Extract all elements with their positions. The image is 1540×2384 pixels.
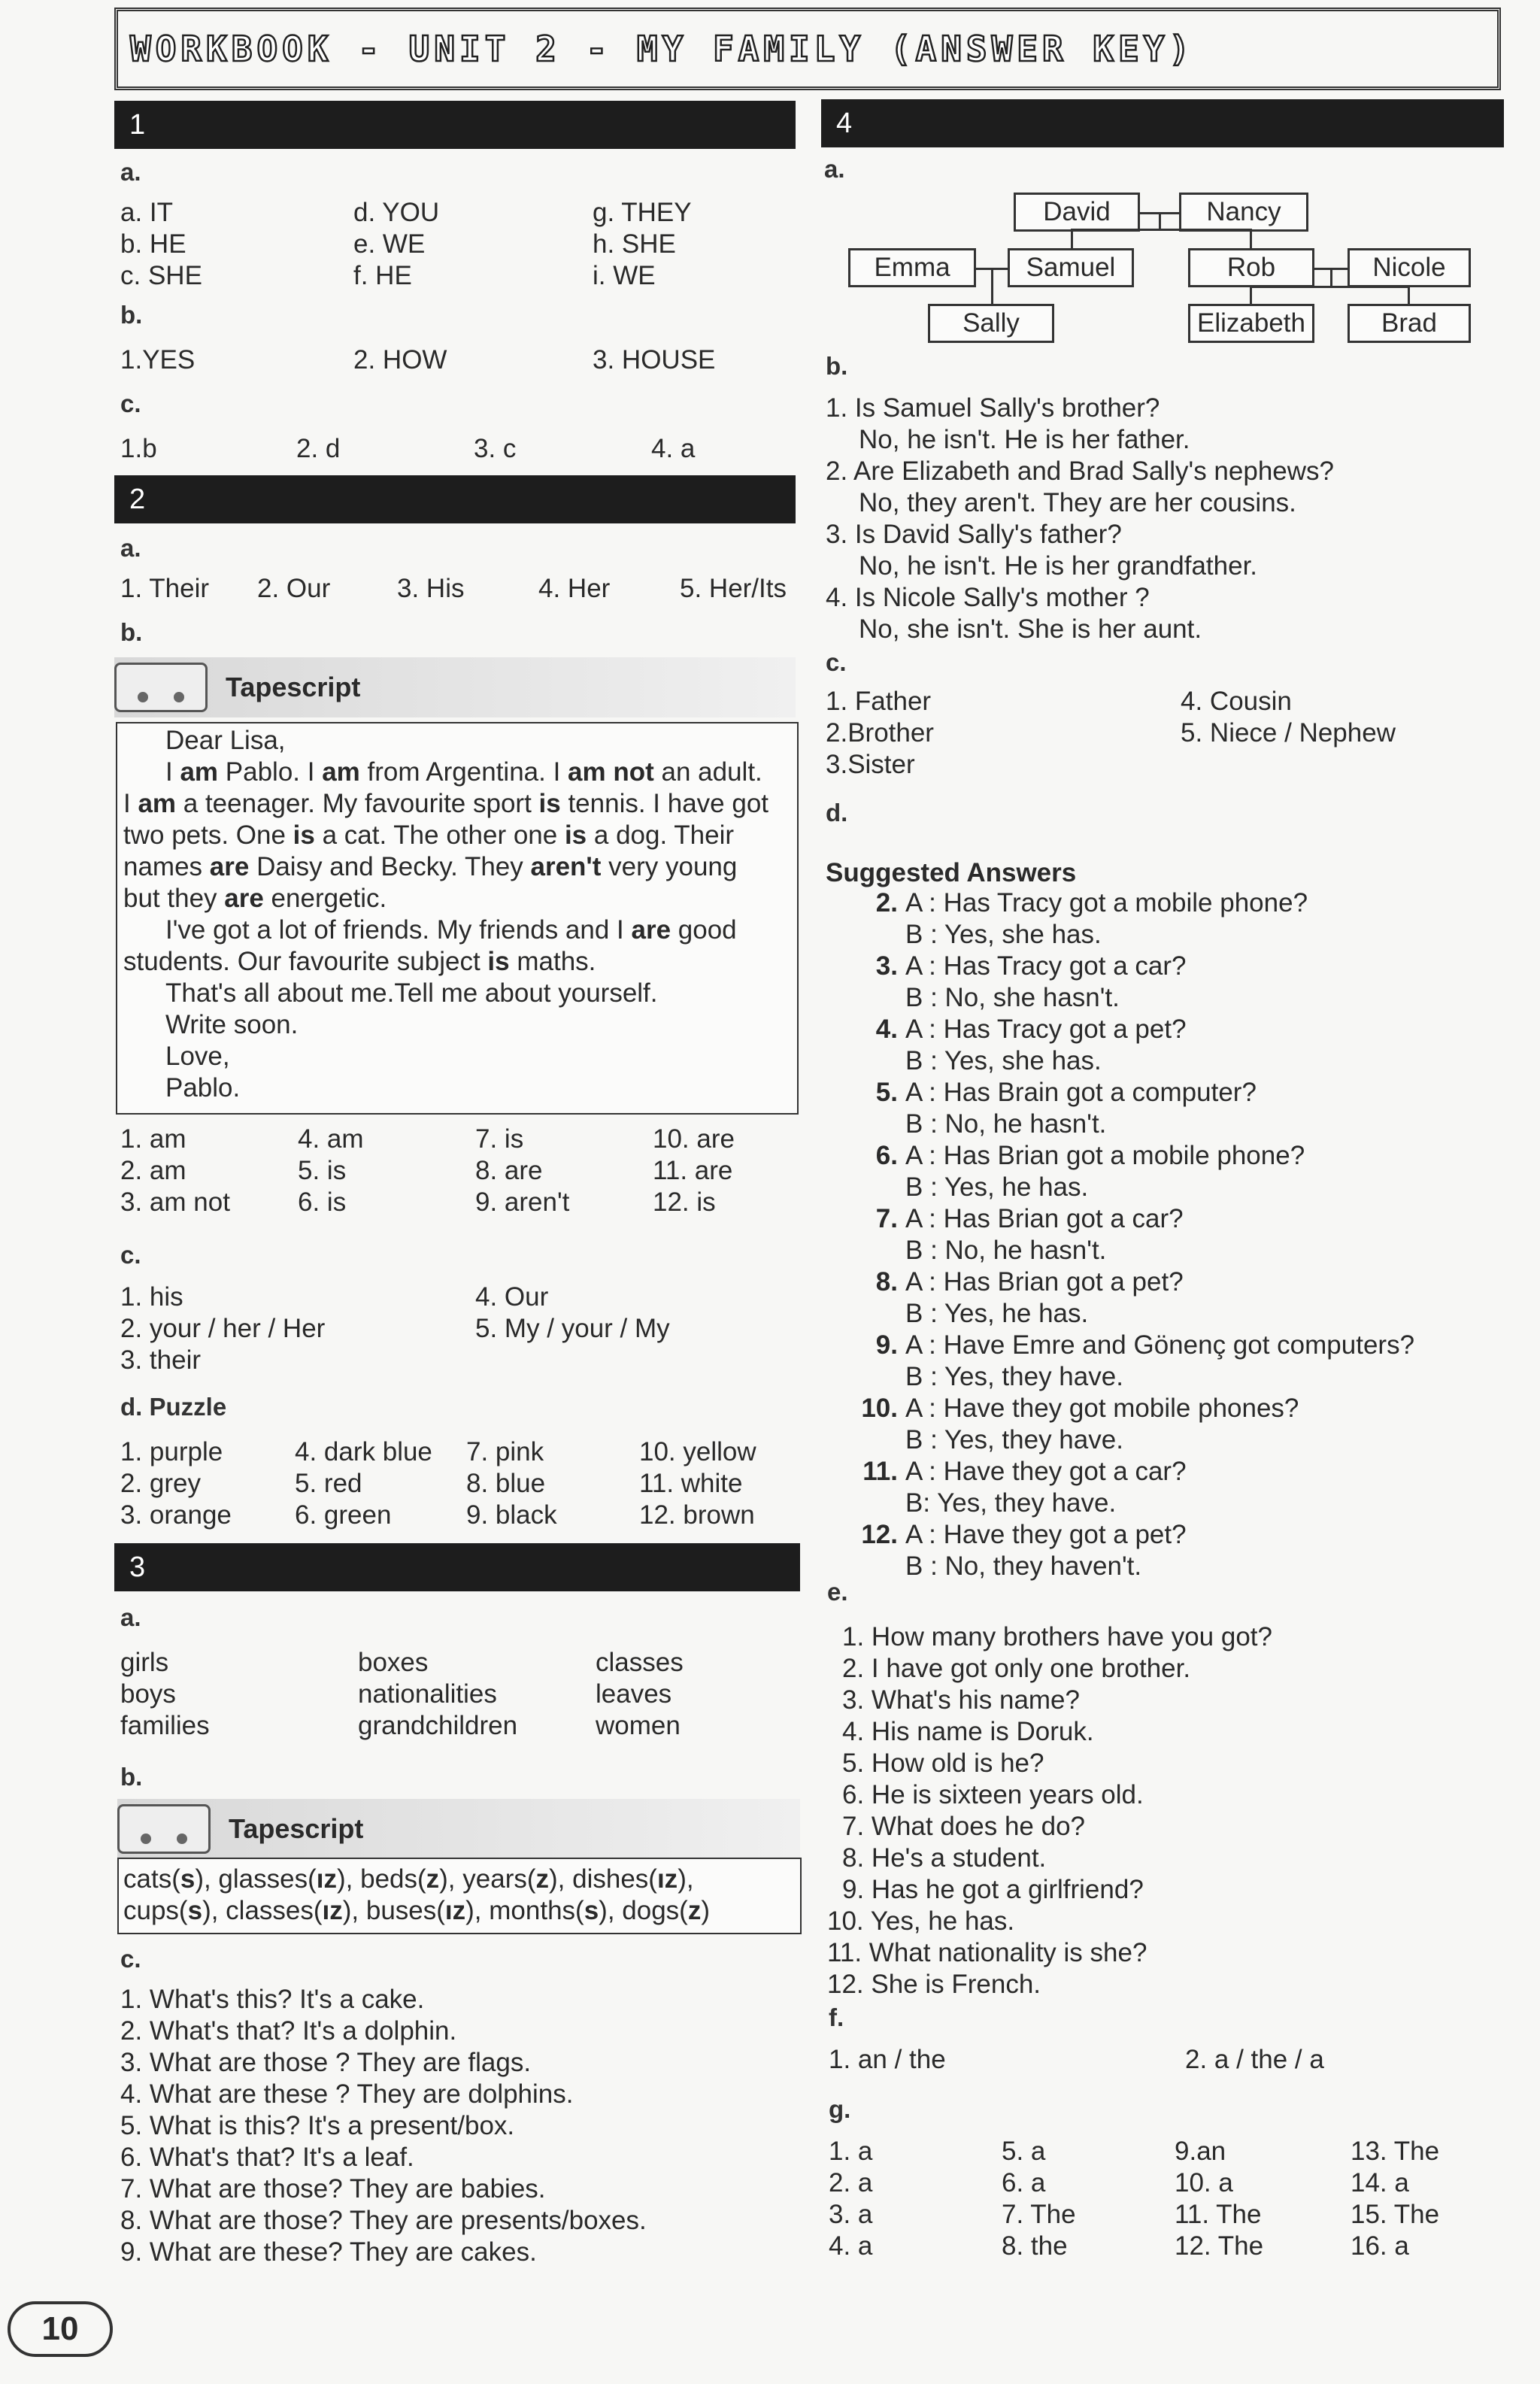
- answer: 16. a: [1351, 2231, 1409, 2261]
- answer: 2.Brother: [826, 718, 934, 748]
- s2-d-col1: [120, 1436, 232, 1531]
- tapescript-letter-box: [116, 722, 799, 1115]
- dialogue-line: 3. What's his name?: [842, 1685, 1080, 1715]
- answer: f. HE: [353, 261, 412, 290]
- answer: 4. Our: [475, 1282, 549, 1312]
- section-1-bar: [114, 101, 796, 149]
- answer: 5. red: [295, 1469, 362, 1498]
- letter-line: I've got a lot of friends. My friends and I are good: [165, 915, 737, 945]
- letter-line: but they are energetic.: [123, 884, 387, 913]
- s2-b-col2: [298, 1124, 364, 1218]
- dialog-answer: B : No, he hasn't.: [905, 1236, 1107, 1265]
- dialog-question: A : Have they got mobile phones?: [905, 1394, 1299, 1423]
- s2-d-col2: [295, 1436, 432, 1531]
- answer: a. IT: [120, 198, 174, 227]
- answer: 10. a: [1175, 2168, 1233, 2197]
- item-number: 8.: [875, 1267, 898, 1297]
- answer: 1. What's this? It's a cake.: [120, 1985, 425, 2014]
- s1-a-col1: [120, 197, 202, 292]
- dialog-line-a: [826, 1266, 1414, 1298]
- s2-b-col1: [120, 1124, 230, 1218]
- answer: nationalities: [358, 1679, 497, 1709]
- tree-david: David: [1014, 193, 1140, 232]
- dialogue-line: 9. Has he got a girlfriend?: [842, 1875, 1144, 1904]
- section-3-bar: [114, 1543, 800, 1591]
- s1-c-item2: 2. d: [296, 434, 341, 463]
- section-3-number: 3: [129, 1551, 146, 1583]
- answer: e. WE: [353, 229, 426, 259]
- dialog-answer: B : No, she hasn't.: [905, 983, 1120, 1012]
- answer: 10. yellow: [639, 1437, 756, 1466]
- dialog-answer: B : Yes, she has.: [905, 1046, 1102, 1075]
- dialog-line-a: [826, 1014, 1414, 1045]
- item-number: 11.: [862, 1457, 898, 1486]
- page-number: 10: [41, 2310, 79, 2347]
- answer: 1. Father: [826, 687, 932, 716]
- s4-a-label: a.: [824, 155, 845, 183]
- answer: 11. are: [653, 1156, 733, 1185]
- answer: 12. is: [653, 1187, 716, 1217]
- item-number: 6.: [875, 1141, 898, 1170]
- answer: 9. aren't: [475, 1187, 570, 1217]
- s4-e-list: [827, 1621, 1272, 2000]
- answer: 3. orange: [120, 1500, 232, 1530]
- tree-line: [1250, 286, 1252, 304]
- question: 3. Is David Sally's father?: [826, 520, 1122, 549]
- dialog-question: A : Has Brian got a mobile phone?: [905, 1141, 1305, 1170]
- item-number: 4.: [875, 1015, 898, 1044]
- question: 2. Are Elizabeth and Brad Sally's nephews?: [826, 456, 1334, 486]
- answer: 15. The: [1351, 2200, 1440, 2229]
- s3-c-label: c.: [120, 1945, 141, 1973]
- answer: 2. What's that? It's a dolphin.: [120, 2016, 457, 2046]
- s1-a-col3: [593, 197, 692, 292]
- dialog-answer: B: Yes, they have.: [905, 1488, 1117, 1518]
- dialogue-line: 11. What nationality is she?: [827, 1938, 1147, 1967]
- dialog-question: A : Has Brain got a computer?: [905, 1078, 1257, 1107]
- answer: families: [120, 1711, 210, 1740]
- s1-b-item2: 2. HOW: [353, 345, 447, 375]
- answer: d. YOU: [353, 198, 440, 227]
- s2-b-col4: [653, 1124, 735, 1218]
- s1-c-item3: 3. c: [474, 434, 517, 463]
- answer: 1. am: [120, 1124, 186, 1154]
- answer: 4. am: [298, 1124, 364, 1154]
- answer: 6. green: [295, 1500, 392, 1530]
- answer: boxes: [358, 1648, 429, 1677]
- letter-line: That's all about me.Tell me about yourself.: [165, 978, 658, 1008]
- s2-a-item3: 3. His: [397, 574, 465, 603]
- answer: leaves: [596, 1679, 672, 1709]
- s1-b-label: b.: [120, 301, 143, 329]
- answer: 5. Niece / Nephew: [1181, 718, 1396, 748]
- tree-line: [1071, 229, 1251, 231]
- answer: 7. What are those? They are babies.: [120, 2174, 546, 2204]
- tree-nicole: Nicole: [1348, 248, 1471, 287]
- answer: 9. What are these? They are cakes.: [120, 2237, 537, 2267]
- dialog-line-a: [826, 1393, 1414, 1424]
- s4-e-label: e.: [827, 1578, 848, 1606]
- answer: women: [596, 1711, 681, 1740]
- item-number: 3.: [875, 951, 898, 981]
- dialog-line-a: [826, 1519, 1414, 1551]
- answer: boys: [120, 1679, 176, 1709]
- s4-c-label: c.: [826, 648, 847, 676]
- answer: 1. purple: [120, 1437, 223, 1466]
- answer: 3. their: [120, 1345, 201, 1375]
- plural-line: cups(s), classes(ız), buses(ız), months(s), dogs(z): [123, 1896, 710, 1925]
- answer: 10. are: [653, 1124, 735, 1154]
- dialogue-line: 7. What does he do?: [842, 1812, 1085, 1841]
- s2-b-label: b.: [120, 618, 143, 646]
- item-number: 7.: [875, 1204, 898, 1233]
- item-number: 2.: [875, 888, 898, 918]
- answer: 4. dark blue: [295, 1437, 432, 1466]
- tree-line: [1250, 286, 1409, 288]
- answer: 4. Cousin: [1181, 687, 1292, 716]
- dialog-line-a: [826, 951, 1414, 982]
- s4-g-col4: [1351, 2136, 1439, 2262]
- tree-line: [1250, 229, 1252, 248]
- tree-line: [1071, 229, 1073, 248]
- dialog-answer: B : Yes, she has.: [905, 920, 1102, 949]
- dialog-question: A : Has Brian got a car?: [905, 1204, 1184, 1233]
- tree-nancy: Nancy: [1179, 193, 1308, 232]
- tree-elizabeth: Elizabeth: [1188, 304, 1314, 343]
- s1-a-col2: [353, 197, 439, 292]
- s4-f-label: f.: [829, 2003, 844, 2031]
- s3-b-label: b.: [120, 1763, 143, 1791]
- answer: 7. is: [475, 1124, 524, 1154]
- tree-brad: Brad: [1348, 304, 1471, 343]
- question: 1. Is Samuel Sally's brother?: [826, 393, 1160, 423]
- s3-a-col3: [596, 1647, 684, 1742]
- answer: 9.an: [1175, 2137, 1226, 2166]
- answer: 12. brown: [639, 1500, 755, 1530]
- answer: classes: [596, 1648, 684, 1677]
- s4-b-list: [826, 393, 1334, 645]
- item-number: 5.: [875, 1078, 898, 1107]
- dialog-line-a: [826, 1140, 1414, 1172]
- dialog-answer: B : No, he hasn't.: [905, 1109, 1107, 1139]
- answer: 13. The: [1351, 2137, 1440, 2166]
- dialog-question: A : Has Tracy got a pet?: [905, 1015, 1187, 1044]
- answer: 5. My / your / My: [475, 1314, 670, 1343]
- dialog-answer: B : Yes, they have.: [905, 1425, 1123, 1454]
- answer: 2. your / her / Her: [120, 1314, 326, 1343]
- answer: 6. is: [298, 1187, 347, 1217]
- dialog-answer: B : No, they haven't.: [905, 1551, 1142, 1581]
- section-2-bar: [114, 475, 796, 523]
- answer: 12. The: [1175, 2231, 1264, 2261]
- answer: h. SHE: [593, 229, 676, 259]
- letter-line: students. Our favourite subject is maths.: [123, 947, 596, 976]
- dialogue-line: 5. How old is he?: [842, 1749, 1044, 1778]
- s4-c-col2: [1181, 686, 1396, 749]
- s4-g-col3: [1175, 2136, 1263, 2262]
- s2-c-col2: [475, 1281, 670, 1345]
- answer: c. SHE: [120, 261, 202, 290]
- tapescript-title-2: Tapescript: [229, 1813, 364, 1844]
- letter-line: Pablo.: [165, 1073, 241, 1103]
- dialog-question: A : Have Emre and Gönenç got computers?: [905, 1330, 1415, 1360]
- s3-a-col2: [358, 1647, 517, 1742]
- s4-f-item1: 1. an / the: [829, 2045, 946, 2074]
- suggested-answers-heading: Suggested Answers: [826, 858, 1077, 887]
- dialogue-line: 10. Yes, he has.: [827, 1906, 1015, 1936]
- section-2-number: 2: [129, 483, 146, 515]
- answer: No, he isn't. He is her grandfather.: [859, 551, 1258, 581]
- letter-line: names are Daisy and Becky. They aren't very young: [123, 852, 738, 881]
- answer: 7. pink: [466, 1437, 544, 1466]
- cassette-icon: [117, 1804, 211, 1854]
- page-number-badge: [8, 2301, 113, 2357]
- page-title-box: [114, 8, 1501, 90]
- dialogue-line: 1. How many brothers have you got?: [842, 1622, 1272, 1652]
- answer: 2. grey: [120, 1469, 201, 1498]
- answer: 1. a: [829, 2137, 873, 2166]
- tree-emma: Emma: [848, 248, 976, 287]
- s2-a-item5: 5. Her/Its: [680, 574, 787, 603]
- dialogue-line: 2. I have got only one brother.: [842, 1654, 1191, 1683]
- cassette-icon: [114, 663, 208, 712]
- s2-d-col3: [466, 1436, 557, 1531]
- s4-f-item2: 2. a / the / a: [1185, 2045, 1324, 2074]
- dialog-answer: B : Yes, he has.: [905, 1172, 1089, 1202]
- s2-a-item1: 1. Their: [120, 574, 210, 603]
- dialog-line-a: [826, 1330, 1414, 1361]
- item-number: 10.: [861, 1394, 898, 1423]
- letter-line: Love,: [165, 1042, 230, 1071]
- answer: No, they aren't. They are her cousins.: [859, 488, 1296, 517]
- section-4-bar: [821, 99, 1504, 147]
- s4-d-label: d.: [826, 799, 848, 827]
- s1-a-label: a.: [120, 158, 141, 186]
- answer: 3. What are those ? They are flags.: [120, 2048, 532, 2077]
- question: 4. Is Nicole Sally's mother ?: [826, 583, 1150, 612]
- s4-g-col2: [1002, 2136, 1076, 2262]
- s2-a-label: a.: [120, 534, 141, 562]
- s2-c-col1: [120, 1281, 325, 1376]
- answer: 2. am: [120, 1156, 186, 1185]
- answer: 7. The: [1002, 2200, 1076, 2229]
- s2-c-label: c.: [120, 1241, 141, 1269]
- dialog-question: A : Has Brian got a pet?: [905, 1267, 1184, 1297]
- answer: grandchildren: [358, 1711, 518, 1740]
- answer: 9. black: [466, 1500, 557, 1530]
- answer: 14. a: [1351, 2168, 1409, 2197]
- answer: 6. What's that? It's a leaf.: [120, 2143, 414, 2172]
- letter-line: I am Pablo. I am from Argentina. I am not an adult.: [165, 757, 762, 787]
- letter-line: Dear Lisa,: [165, 726, 286, 755]
- dialog-line-a: [826, 1203, 1414, 1235]
- tree-line: [1330, 268, 1332, 286]
- s3-a-col1: [120, 1647, 210, 1742]
- answer: 4. What are these ? They are dolphins.: [120, 2079, 574, 2109]
- s2-d-label: d. Puzzle: [120, 1393, 227, 1421]
- answer: 11. The: [1175, 2200, 1262, 2229]
- item-number: 12.: [861, 1520, 898, 1549]
- s4-g-col1: [829, 2136, 872, 2262]
- s4-c-col1: [826, 686, 934, 781]
- dialog-question: A : Has Tracy got a mobile phone?: [905, 888, 1308, 918]
- dialog-line-a: [826, 1456, 1414, 1488]
- answer: 1. his: [120, 1282, 183, 1312]
- answer: 6. a: [1002, 2168, 1046, 2197]
- s1-b-item1: 1.YES: [120, 345, 196, 375]
- answer: girls: [120, 1648, 169, 1677]
- dialogue-line: 6. He is sixteen years old.: [842, 1780, 1144, 1809]
- s1-b-item3: 3. HOUSE: [593, 345, 716, 375]
- answer: 3. a: [829, 2200, 873, 2229]
- tapescript-title: Tapescript: [226, 672, 361, 702]
- dialog-line-a: [826, 1077, 1414, 1109]
- plural-sounds-box: [117, 1858, 802, 1934]
- s2-b-col3: [475, 1124, 569, 1218]
- tree-line: [1159, 212, 1161, 230]
- s4-d-list: [826, 887, 1414, 1582]
- s4-g-label: g.: [829, 2095, 851, 2123]
- section-4-number: 4: [836, 107, 853, 139]
- tapescript-header: [114, 657, 796, 717]
- s2-a-item2: 2. Our: [257, 574, 331, 603]
- dialog-answer: B : Yes, he has.: [905, 1299, 1089, 1328]
- tree-line: [1408, 286, 1410, 304]
- dialogue-line: 4. His name is Doruk.: [842, 1717, 1094, 1746]
- answer: 2. a: [829, 2168, 873, 2197]
- item-number: 9.: [875, 1330, 898, 1360]
- answer: 8. What are those? They are presents/boxes.: [120, 2206, 647, 2235]
- answer: 11. white: [639, 1469, 743, 1498]
- answer: 5. is: [298, 1156, 347, 1185]
- dialog-line-a: [826, 887, 1414, 919]
- answer: No, he isn't. He is her father.: [859, 425, 1190, 454]
- dialogue-line: 12. She is French.: [827, 1970, 1041, 1999]
- dialogue-line: 8. He's a student.: [842, 1843, 1047, 1873]
- s1-c-label: c.: [120, 390, 141, 417]
- s1-c-item4: 4. a: [651, 434, 696, 463]
- letter-line: I am a teenager. My favourite sport is tennis. I have got: [123, 789, 769, 818]
- plural-line: cats(s), glasses(ız), beds(z), years(z), dishes(ız),: [123, 1864, 694, 1894]
- dialog-question: A : Have they got a car?: [905, 1457, 1187, 1486]
- tree-rob: Rob: [1188, 248, 1314, 287]
- dialog-question: A : Has Tracy got a car?: [905, 951, 1187, 981]
- s1-c-item1: 1.b: [120, 434, 157, 463]
- answer: g. THEY: [593, 198, 692, 227]
- answer: 8. blue: [466, 1469, 546, 1498]
- answer: b. HE: [120, 229, 186, 259]
- answer: i. WE: [593, 261, 656, 290]
- s2-d-col4: [639, 1436, 756, 1531]
- letter-line: two pets. One is a cat. The other one is a dog. Their: [123, 820, 735, 850]
- answer: No, she isn't. She is her aunt.: [859, 614, 1202, 644]
- section-1-number: 1: [129, 108, 146, 141]
- answer: 5. What is this? It's a present/box.: [120, 2111, 515, 2140]
- s3-c-list: [120, 1984, 647, 2268]
- answer: 8. are: [475, 1156, 543, 1185]
- page-title: WORKBOOK - UNIT 2 - MY FAMILY (ANSWER KEY): [130, 29, 1195, 69]
- s3-a-label: a.: [120, 1603, 141, 1631]
- tree-sally: Sally: [928, 304, 1054, 343]
- answer: 3.Sister: [826, 750, 915, 779]
- letter-line: Write soon.: [165, 1010, 299, 1039]
- dialog-question: A : Have they got a pet?: [905, 1520, 1187, 1549]
- tapescript-header-2: [117, 1799, 800, 1859]
- answer: 3. am not: [120, 1187, 230, 1217]
- answer: 5. a: [1002, 2137, 1046, 2166]
- answer: 8. the: [1002, 2231, 1068, 2261]
- answer: 4. a: [829, 2231, 873, 2261]
- tree-samuel: Samuel: [1008, 248, 1134, 287]
- s4-b-label: b.: [826, 352, 848, 380]
- dialog-answer: B : Yes, they have.: [905, 1362, 1123, 1391]
- tree-line: [991, 268, 993, 304]
- s2-a-item4: 4. Her: [538, 574, 611, 603]
